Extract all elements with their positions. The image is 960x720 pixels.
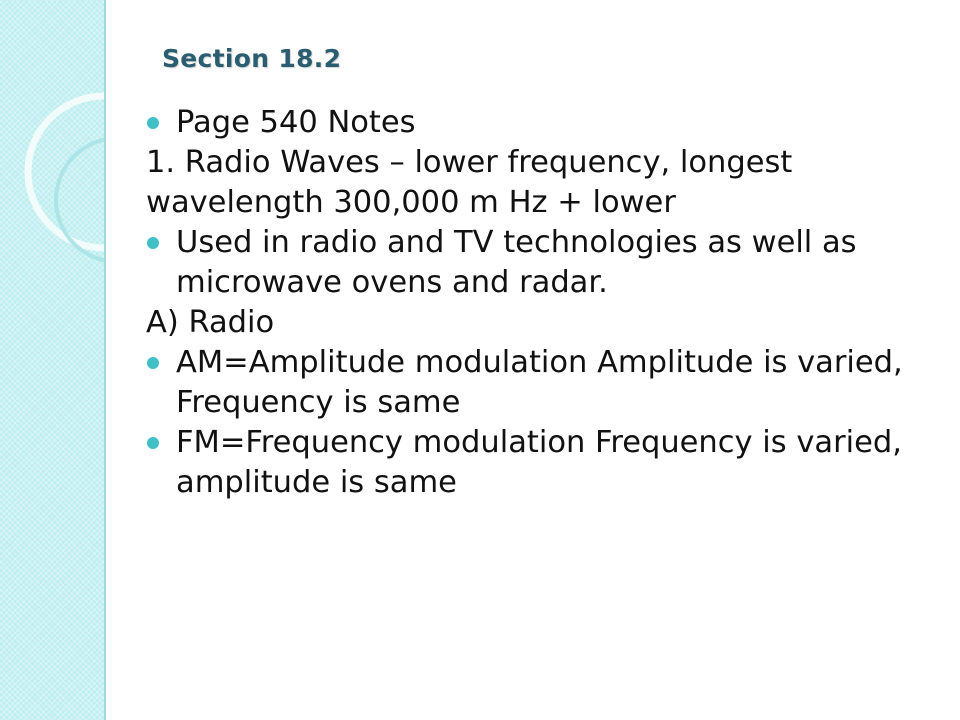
list-item-text: Used in radio and TV technologies as well as microwave ovens and radar. (176, 225, 857, 300)
bullet-icon (147, 117, 159, 129)
bullet-icon (147, 357, 159, 369)
list-item (146, 103, 926, 143)
list-item (146, 143, 926, 223)
slide-title: Section 18.2 (162, 44, 342, 73)
list-item-text: 1. Radio Waves – lower frequency, longest wavelength 300,000 m Hz + lower (146, 145, 793, 220)
list-item-text: AM=Amplitude modulation Amplitude is varied, Frequency is same (176, 345, 903, 420)
list-item (146, 223, 926, 303)
list-item-text: FM=Frequency modulation Frequency is varied, amplitude is same (176, 425, 902, 500)
list-item (146, 343, 926, 423)
notes-list (146, 103, 926, 503)
list-item (146, 423, 926, 503)
list-item-text: Page 540 Notes (176, 105, 416, 140)
list-item-text: A) Radio (146, 305, 275, 340)
decorative-side-strip (0, 0, 106, 720)
bullet-icon (147, 237, 159, 249)
list-item (146, 303, 926, 343)
decorative-rings-icon (0, 0, 104, 720)
bullet-icon (147, 437, 159, 449)
